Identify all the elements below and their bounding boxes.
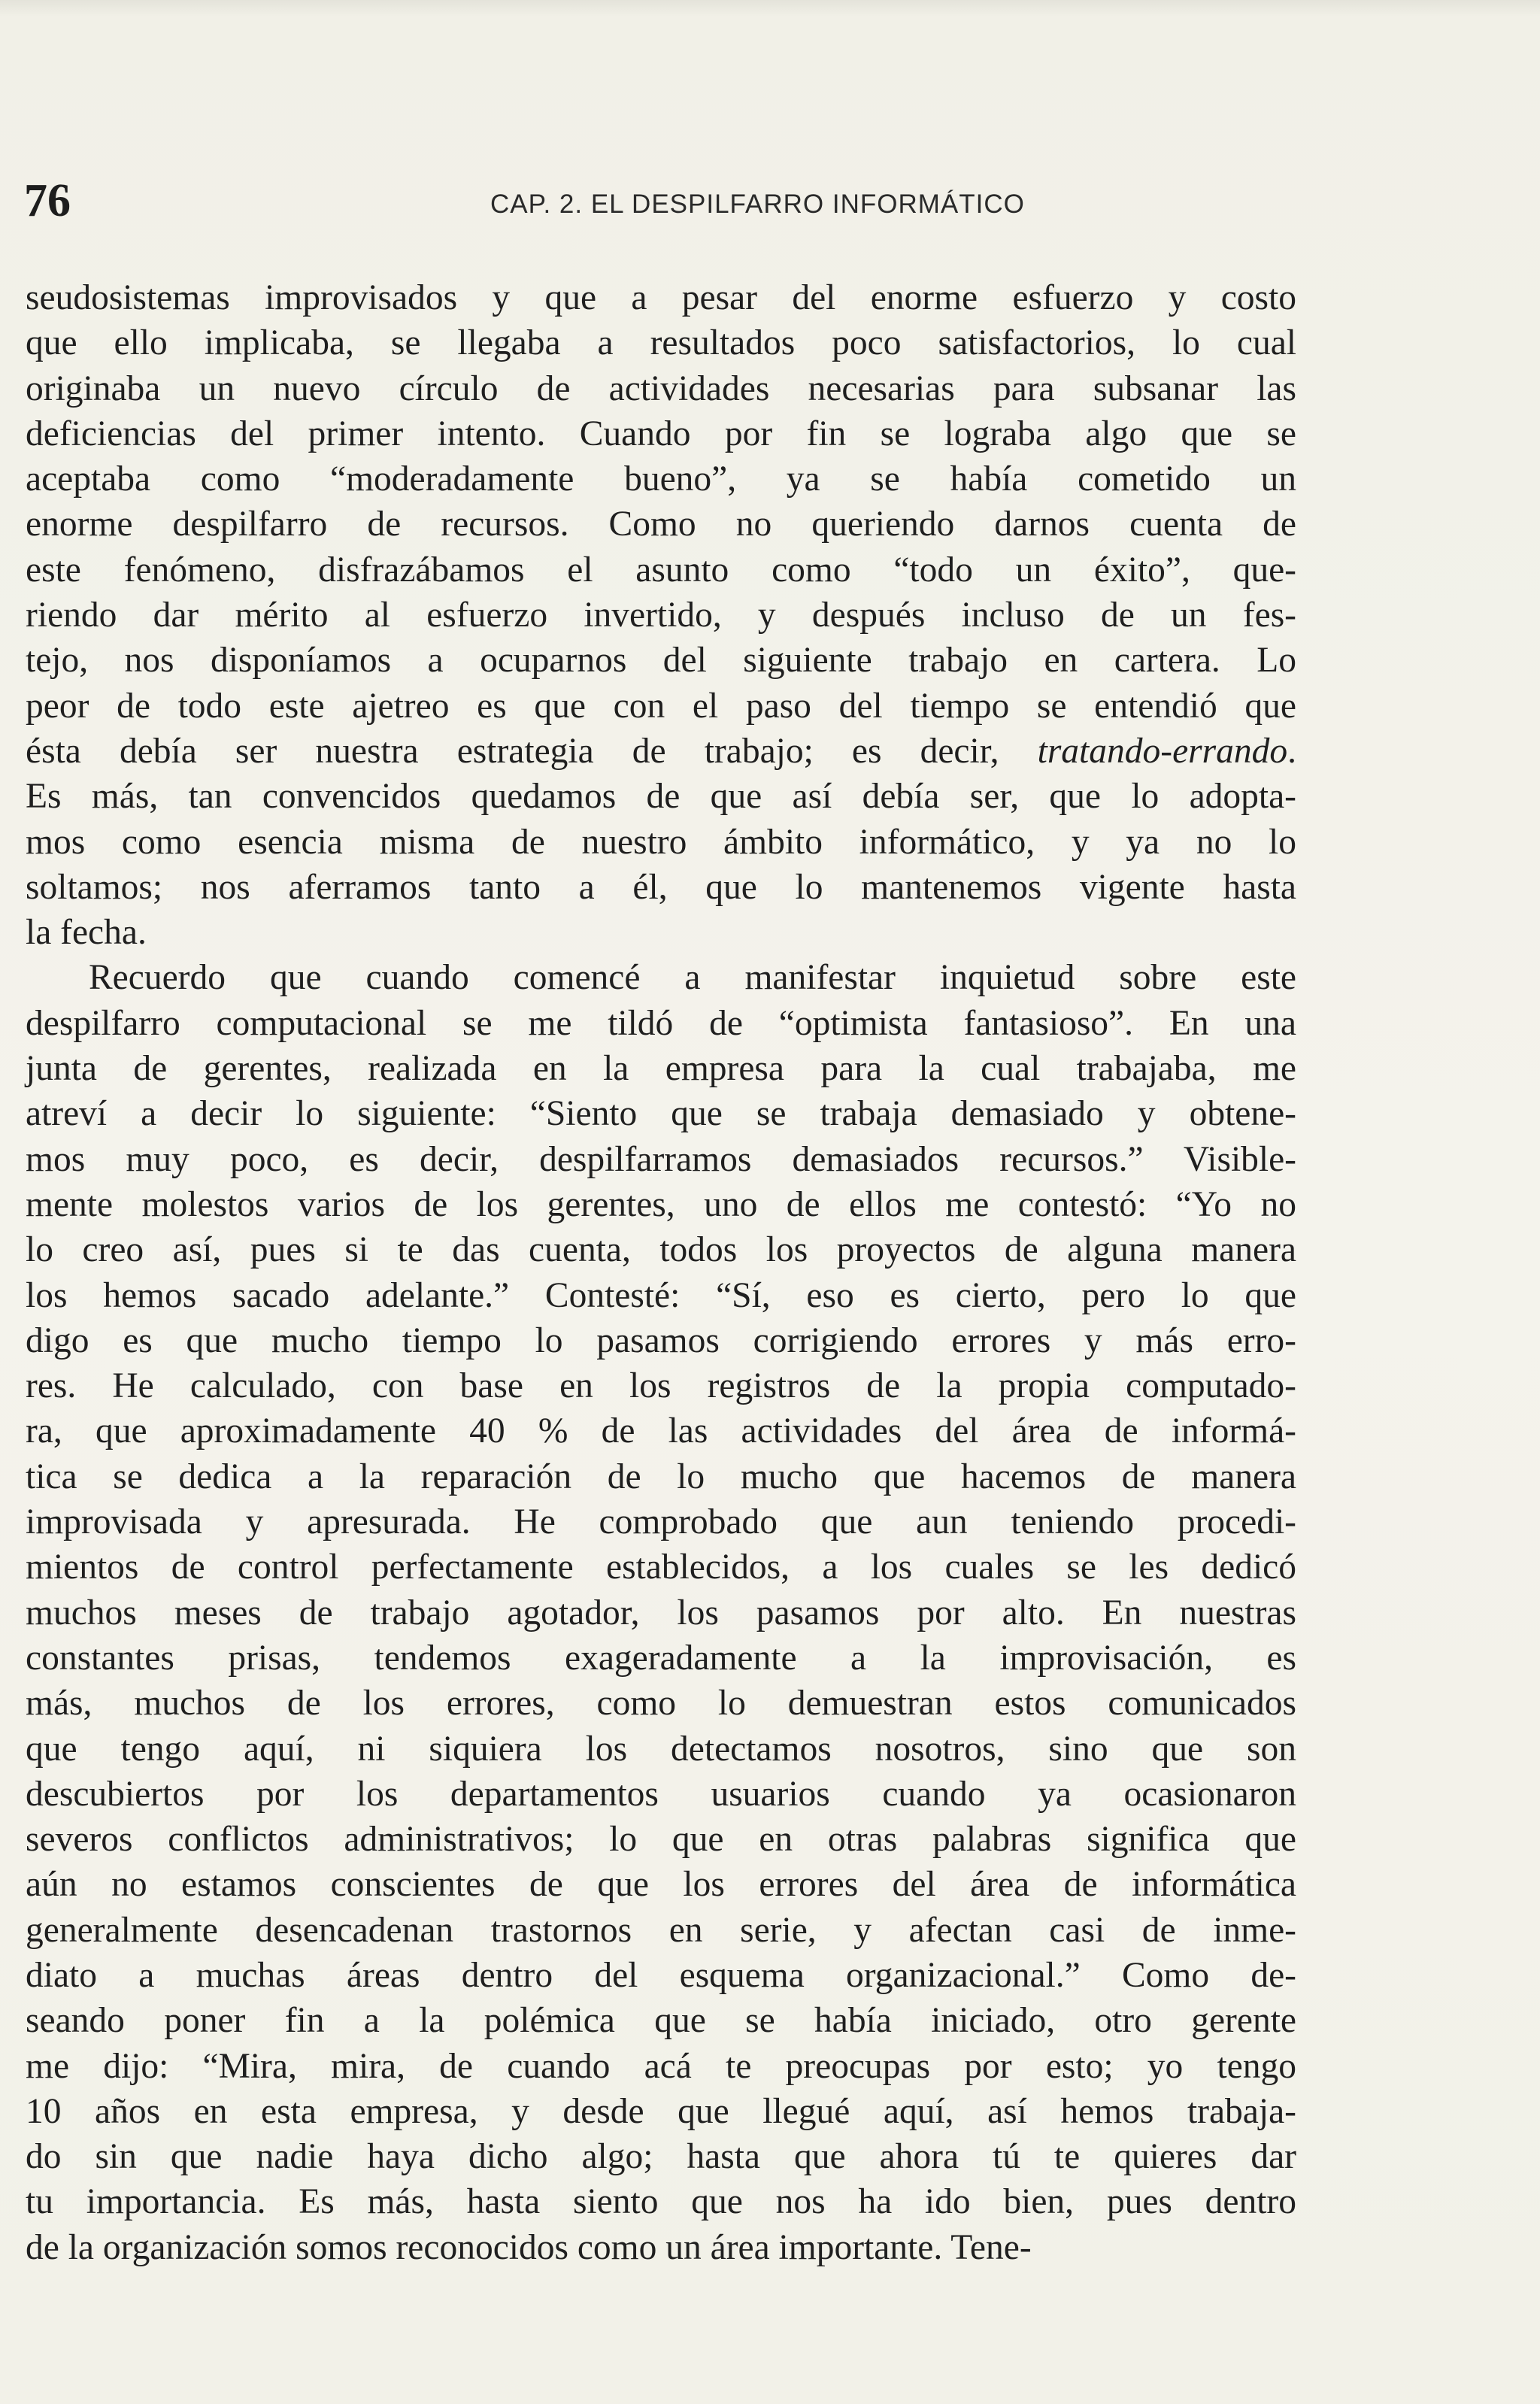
text-line: lo creo así, pues si te das cuenta, todos los proyectos de alguna manera [26,1230,1296,1270]
running-head [24,177,1295,238]
text-line: constantes prisas, tendemos exageradamente a la improvisación, es [26,1638,1296,1678]
text-line: aún no estamos conscientes de que los errores del área de informática [26,1865,1296,1905]
text-line: generalmente desencadenan trastornos en serie, y afectan casi de inme- [26,1910,1296,1950]
text-line: mientos de control perfectamente establecidos, a los cuales se les dedicó [26,1548,1296,1587]
text-line: do sin que nadie haya dicho algo; hasta que ahora tú te quieres dar [26,2137,1296,2177]
text-line: peor de todo este ajetreo es que con el paso del tiempo se entendió que [26,686,1296,726]
text-line: diato a muchas áreas dentro del esquema organizacional.” Como de- [26,1955,1296,1995]
text-line: mos como esencia misma de nuestro ámbito informático, y ya no lo [26,822,1296,862]
text-line: Es más, tan convencidos quedamos de que así debía ser, que lo adopta- [26,777,1296,817]
page-number: 76 [24,175,71,226]
emphasis: tratando-errando [1037,731,1288,771]
text-line: riendo dar mérito al esfuerzo invertido, y después incluso de un fes- [26,596,1296,635]
text-line: deficiencias del primer intento. Cuando por fin se lograba algo que se [26,414,1296,453]
text-line: muchos meses de trabajo agotador, los pasamos por alto. En nuestras [26,1593,1296,1632]
text-line: soltamos; nos aferramos tanto a él, que lo mantenemos vigente hasta [26,867,1296,907]
text-line: originaba un nuevo círculo de actividades necesarias para subsanar las [26,368,1296,408]
text-line: ra, que aproximadamente 40 % de las actividades del área de informá- [26,1411,1296,1451]
paragraph [26,275,1296,955]
text-line: tu importancia. Es más, hasta siento que nos ha ido bien, pues dentro [26,2182,1296,2222]
text-line: más, muchos de los errores, como lo demuestran estos comunicados [26,1684,1296,1723]
text-line: que tengo aquí, ni siquiera los detectamos nosotros, sino que son [26,1729,1296,1769]
text-line: me dijo: “Mira, mira, de cuando acá te preocupas por esto; yo tengo [26,2046,1296,2086]
text-line: ésta debía ser nuestra estrategia de trabajo; es decir, tratando-errando. [26,731,1296,771]
text-line: seudosistemas improvisados y que a pesar del enorme esfuerzo y costo [26,278,1296,317]
text-line: severos conflictos administrativos; lo que en otras palabras significa que [26,1820,1296,1860]
text-line: 10 años en esta empresa, y desde que llegué aquí, así hemos trabaja- [26,2091,1296,2131]
body-text [26,275,1296,2270]
text-line: res. He calculado, con base en los registros de la propia computado- [26,1366,1296,1406]
text-line: Recuerdo que cuando comencé a manifestar inquietud sobre este [89,958,1296,998]
text-line: improvisada y apresurada. He comprobado que aun teniendo procedi- [26,1502,1296,1542]
text-line: la fecha. [26,913,147,953]
text-line: digo es que mucho tiempo lo pasamos corrigiendo errores y más erro- [26,1320,1296,1360]
text-line: mente molestos varios de los gerentes, uno de ellos me contestó: “Yo no [26,1184,1296,1224]
text-line: de la organización somos reconocidos como un área importante. Tene- [26,2227,1032,2267]
text-line: este fenómeno, disfrazábamos el asunto como “todo un éxito”, que- [26,550,1296,590]
text-line: mos muy poco, es decir, despilfarramos demasiados recursos.” Visible- [26,1139,1296,1179]
text-line: atreví a decir lo siguiente: “Siento que se trabaja demasiado y obtene- [26,1094,1296,1134]
text-line: enorme despilfarro de recursos. Como no queriendo darnos cuenta de [26,505,1296,544]
text-line: que ello implicaba, se llegaba a resultados poco satisfactorios, lo cual [26,323,1296,363]
page-top-edge [0,0,1540,17]
text-line: descubiertos por los departamentos usuarios cuando ya ocasionaron [26,1774,1296,1814]
chapter-title: CAP. 2. EL DESPILFARRO INFORMÁTICO [490,189,1025,219]
text-line: aceptaba como “moderadamente bueno”, ya se había cometido un [26,459,1296,499]
paragraph [26,955,1296,2270]
text-line: despilfarro computacional se me tildó de “optimista fantasioso”. En una [26,1003,1296,1043]
text-line: los hemos sacado adelante.” Contesté: “Sí, eso es cierto, pero lo que [26,1275,1296,1315]
text-line: tejo, nos disponíamos a ocuparnos del siguiente trabajo en cartera. Lo [26,641,1296,681]
text-line: tica se dedica a la reparación de lo mucho que hacemos de manera [26,1457,1296,1496]
text-line: seando poner fin a la polémica que se había iniciado, otro gerente [26,2001,1296,2041]
text-line: junta de gerentes, realizada en la empresa para la cual trabajaba, me [26,1049,1296,1089]
paragraph-container [26,275,1296,2270]
